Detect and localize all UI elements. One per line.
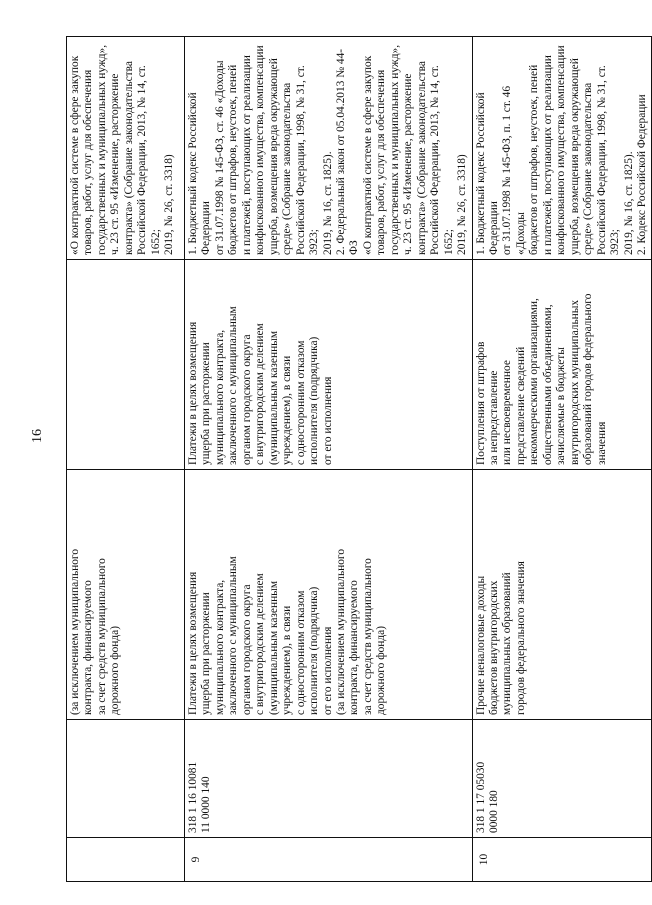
income-purpose-cell — [67, 260, 185, 470]
code-cell: 318 1 17 05030 0000 180 — [472, 720, 652, 838]
page-number: 16 — [30, 429, 45, 443]
income-purpose-cell: Платежи в целях возмещения ущерба при расторжении муниципального контракта, заключенного с муниципальным органом городского округа с внутригородским делением (муниципальным казенным учреждением), в связи с односторонним отказом исполнителя (подрядчика) от его исполнения — [185, 260, 473, 470]
legal-reference-cell: 1. Бюджетный кодекс Российской Федерации от 31.07.1998 № 145-ФЗ, п. 1 ст. 46 «Доходы бюджетов от штрафов, неустоек, пеней и платежей, поступающих от реализации конфискованного имущества, компенсации ущерба, возмещения вреда окружающей среде» (Собрание законодательства Российской Федерации, 1998, № 31, ст. 3923; 2019, № 16, ст. 1825). 2. Кодекс Российской Федерации — [472, 37, 652, 260]
income-name-cell: Платежи в целях возмещения ущерба при расторжении муниципального контракта, заключенного с муниципальным органом городского округа с внутригородским делением (муниципальным казенным учреждением), в связи с односторонним отказом исполнителя (подрядчика) от его исполнения (за исключением муниципального контракта, финансируемого за счет средств муниципального дорожного фонда) — [185, 470, 473, 720]
row-number-cell — [67, 838, 185, 882]
table-row-continuation — [67, 37, 185, 882]
income-name-cell: Прочие неналоговые доходы бюджетов внутригородских муниципальных образований городов федерального значения — [472, 470, 652, 720]
income-name-cell: (за исключением муниципального контракта, финансируемого за счет средств муниципального дорожного фонда) — [67, 470, 185, 720]
table-row-10 — [472, 37, 652, 882]
revenue-codes-table — [66, 36, 652, 882]
row-number-cell: 9 — [185, 838, 473, 882]
legal-reference-cell: «О контрактной системе в сфере закупок товаров, работ, услуг для обеспечения государственных и муниципальных нужд», ч. 23 ст. 95 «Изменение, расторжение контракта» (Собрание законодательства Российской Федерации, 2013, № 14, ст. 1652; 2019, № 26, ст. 3318) — [67, 37, 185, 260]
code-cell — [67, 720, 185, 838]
income-purpose-cell: Поступления от штрафов за непредставление или несвоевременное представление сведений некоммерческими организациями, общественными объединениями, зачисляемые в бюджеты внутригородских муниципальных образований городов федерального значения — [472, 260, 652, 470]
rotated-table-container — [66, 37, 648, 882]
table-row-9 — [185, 37, 473, 882]
code-cell: 318 1 16 10081 11 0000 140 — [185, 720, 473, 838]
row-number-cell: 10 — [472, 838, 652, 882]
legal-reference-cell: 1. Бюджетный кодекс Российской Федерации от 31.07.1998 № 145-ФЗ, ст. 46 «Доходы бюджетов от штрафов, неустоек, пеней и платежей, поступающих от реализации конфискованного имущества, компенсации ущерба, возмещения вреда окружающей среде» (Собрание законодательства Российской Федерации, 1998, № 31, ст. 3923; 2019, № 16, ст. 1825). 2. Федеральный закон от 05.04.2013 № 44-ФЗ «О контрактной системе в сфере закупок товаров, работ, услуг для обеспечения государственных и муниципальных нужд», ч. 23 ст. 95 «Изменение, расторжение контракта» (Собрание законодательства Российской Федерации, 2013, № 14, ст. 1652; 2019, № 26, ст. 3318) — [185, 37, 473, 260]
